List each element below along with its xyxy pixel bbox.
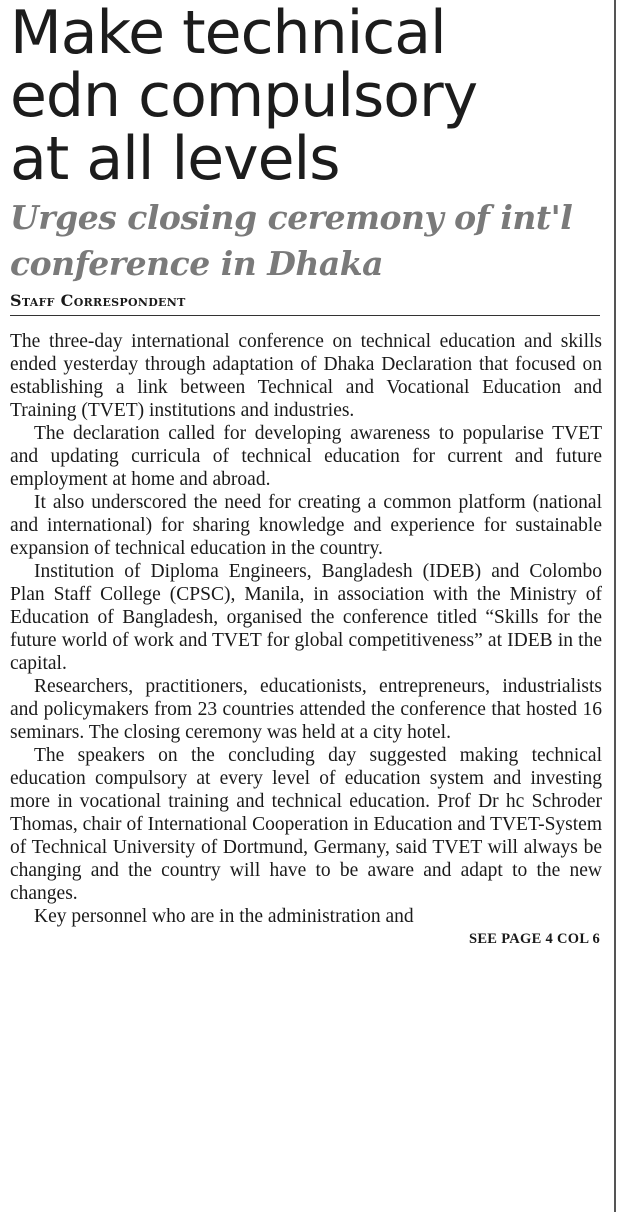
article-paragraph: It also underscored the need for creating a common platform (national and international) for sharing knowledge and experience for sustainable expansion of technical education in the country. xyxy=(10,492,602,559)
headline-line: edn compulsory xyxy=(10,61,478,131)
article-paragraph: Researchers, practitioners, educationists, entrepreneurs, industrialists and policymakers from 23 countries attended the conference that hosted 16 seminars. The closing ceremony was held at a city hotel. xyxy=(10,676,602,743)
headline xyxy=(10,0,602,194)
continuation-jump: SEE PAGE 4 COL 6 xyxy=(468,931,600,947)
news-article xyxy=(10,0,602,948)
article-paragraph: The speakers on the concluding day suggested making technical education compulsory at every level of education system and investing more in vocational training and technical education. Prof Dr hc Schroder Thomas, chair of International Cooperation in Education and TVET-System of Technical University of Dortmund, Germany, said TVET will always be changing and the country will have to be aware and adapt to the new changes. xyxy=(10,745,602,904)
article-paragraph: The declaration called for developing awareness to popularise TVET and updating curricula of technical education for current and future employment at home and abroad. xyxy=(10,423,602,490)
column-rule xyxy=(614,0,616,1212)
article-paragraph: The three-day international conference on technical education and skills ended yesterday through adaptation of Dhaka Declaration that focused on establishing a link between Technical and Vocational Education and Training (TVET) institutions and industries. xyxy=(10,331,602,421)
subheadline-line: Urges closing ceremony of int'l xyxy=(10,198,573,237)
article-body xyxy=(10,330,602,928)
article-paragraph: Institution of Diploma Engineers, Bangladesh (IDEB) and Colombo Plan Staff College (CPSC), Manila, in association with the Ministry of Education of Bangladesh, organised the conference titled “Skills for the future world of work and TVET for global competitiveness” at IDEB in the capital. xyxy=(10,561,602,674)
article-paragraph: Key personnel who are in the administration and xyxy=(34,906,414,927)
headline-line: at all levels xyxy=(10,124,340,194)
headline-line: Make technical xyxy=(10,0,446,68)
subheadline xyxy=(10,195,602,287)
byline: Staff Correspondent xyxy=(10,291,600,316)
subheadline-line: conference in Dhaka xyxy=(10,244,383,283)
